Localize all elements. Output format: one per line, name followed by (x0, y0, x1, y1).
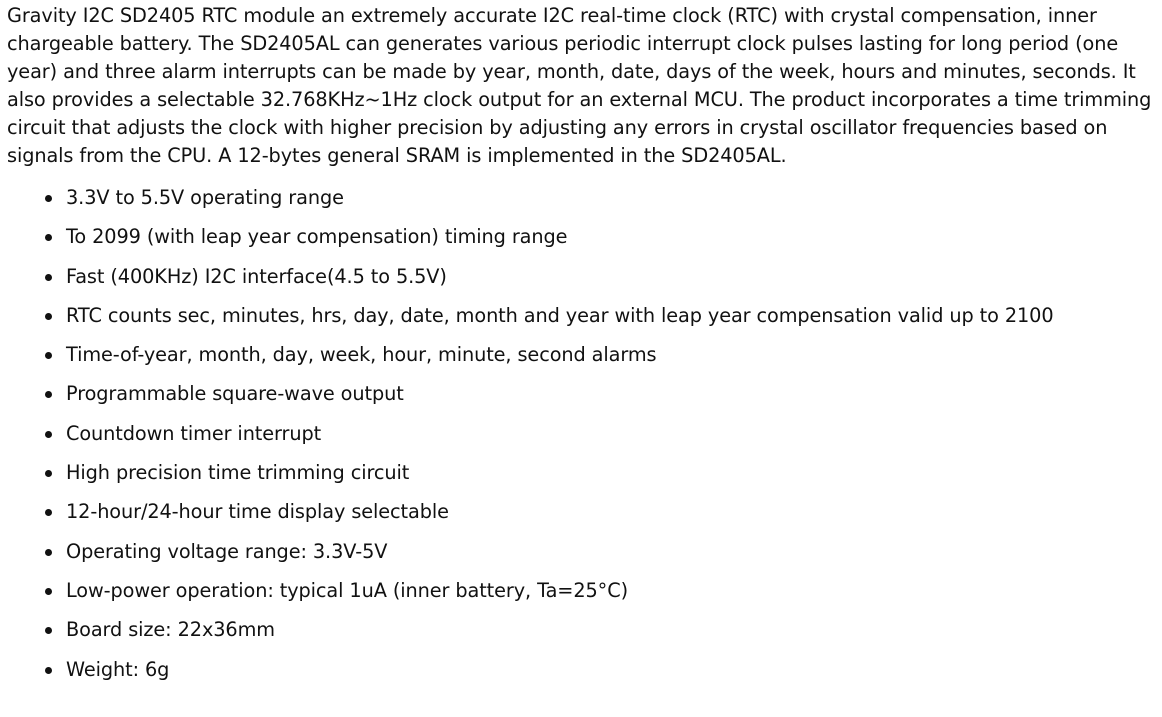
feature-text: Weight: 6g (66, 657, 170, 681)
feature-item (66, 184, 1153, 223)
feature-item (66, 538, 1153, 577)
bullet-icon (45, 274, 52, 281)
bullet-icon (45, 667, 52, 674)
bullet-icon (45, 195, 52, 202)
feature-text: High precision time trimming circuit (66, 461, 410, 485)
feature-item (66, 380, 1153, 419)
feature-item (66, 616, 1153, 655)
bullet-icon (45, 588, 52, 595)
feature-text: 3.3V to 5.5V operating range (66, 186, 344, 209)
feature-item (66, 420, 1153, 459)
feature-text: 12-hour/24-hour time display selectable (66, 500, 449, 524)
bullet-icon (45, 313, 52, 320)
feature-item (66, 459, 1153, 498)
feature-text: Time-of-year, month, day, week, hour, minute, second alarms (66, 343, 657, 367)
bullet-icon (45, 627, 52, 634)
bullet-icon (45, 470, 52, 477)
bullet-icon (45, 431, 52, 438)
bullet-icon (45, 509, 52, 516)
feature-text: Fast (400KHz) I2C interface(4.5 to 5.5V) (66, 264, 447, 288)
feature-item (66, 577, 1153, 616)
feature-item (66, 498, 1153, 537)
feature-item (66, 302, 1153, 341)
feature-text: Countdown timer interrupt (66, 421, 322, 445)
bullet-icon (45, 549, 52, 556)
feature-item (66, 223, 1153, 262)
feature-item (66, 263, 1153, 302)
feature-list (7, 184, 1153, 695)
bullet-icon (45, 391, 52, 398)
intro-paragraph: Gravity I2C SD2405 RTC module an extremely accurate I2C real-time clock (RTC) with crystal compensation, inner chargeable battery. The SD2405AL can generates various periodic interrupt clock pulses lasting for long period (one year) and three alarm interrupts can be made by year, month, date, days of the week, hours and minutes, seconds. It also provides a selectable 32.768KHz~1Hz clock output for an external MCU. The product incorporates a time trimming circuit that adjusts the clock with higher precision by adjusting any errors in crystal oscillator frequencies based on signals from the CPU. A 12-bytes general SRAM is implemented in the SD2405AL. (7, 4, 1152, 167)
feature-text: Programmable square-wave output (66, 382, 404, 406)
feature-text: To 2099 (with leap year compensation) timing range (66, 225, 568, 249)
feature-item (66, 341, 1153, 380)
bullet-icon (45, 352, 52, 359)
feature-text: Board size: 22x36mm (66, 618, 275, 642)
feature-text: Operating voltage range: 3.3V-5V (66, 539, 388, 563)
bullet-icon (45, 234, 52, 241)
feature-text: RTC counts sec, minutes, hrs, day, date, month and year with leap year compensation valid up to 2100 (66, 303, 1054, 327)
feature-text: Low-power operation: typical 1uA (inner battery, Ta=25°C) (66, 578, 629, 602)
feature-item (66, 656, 1153, 695)
